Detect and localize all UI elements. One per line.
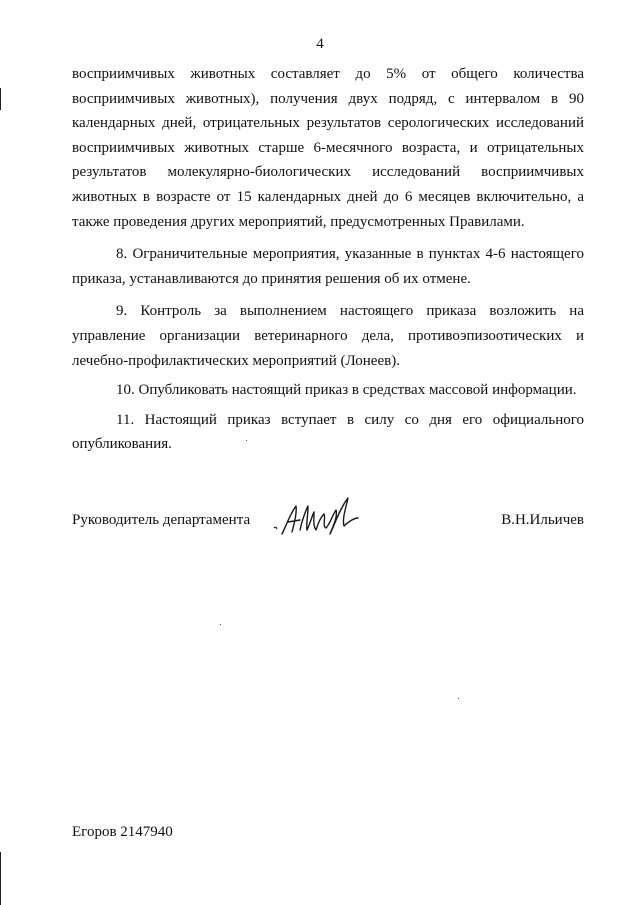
signatory-name: В.Н.Ильичев [501,512,584,528]
scan-speck [458,698,459,699]
paragraph-item-11: 11. Настоящий приказ вступает в силу со дня его официального опубликования. [72,411,584,453]
paragraph-item-9: 9. Контроль за выполнением настоящего приказа возложить на управление организации ветеринарного дела, противоэпизоотических и лечебно-профилактических мероприятий (Лонеев). [72,303,584,369]
scan-speck [246,440,247,441]
margin-mark-bottom [0,852,1,905]
signature-row [72,508,584,538]
handwritten-signature [270,496,362,540]
document-body [72,62,584,457]
signatory-title: Руководитель департамента [72,512,251,528]
paragraph-item-8: 8. Ограничительные мероприятия, указанные в пунктах 4-6 настоящего приказа, устанавливаются до принятия решения об их отмене. [72,246,584,287]
margin-mark-top [0,88,1,110]
scan-speck [220,624,221,625]
paragraph-continuation: восприимчивых животных составляет до 5% от общего количества восприимчивых животных), получения двух подряд, с интервалом в 90 календарных дней, отрицательных результатов серологических исследований восприимчивых животных старше 6-месячного возраста, и отрицательных результатов молекулярно-биологических исследований восприимчивых животных в возрасте от 15 календарных дней до 6 месяцев включительно, а также проведения других мероприятий, предусмотренных Правилами. [72,66,584,230]
footer-contact-note: Егоров 2147940 [72,824,173,840]
paragraph-item-10: 10. Опубликовать настоящий приказ в средствах массовой информации. [116,382,577,399]
page-number: 4 [316,36,324,52]
